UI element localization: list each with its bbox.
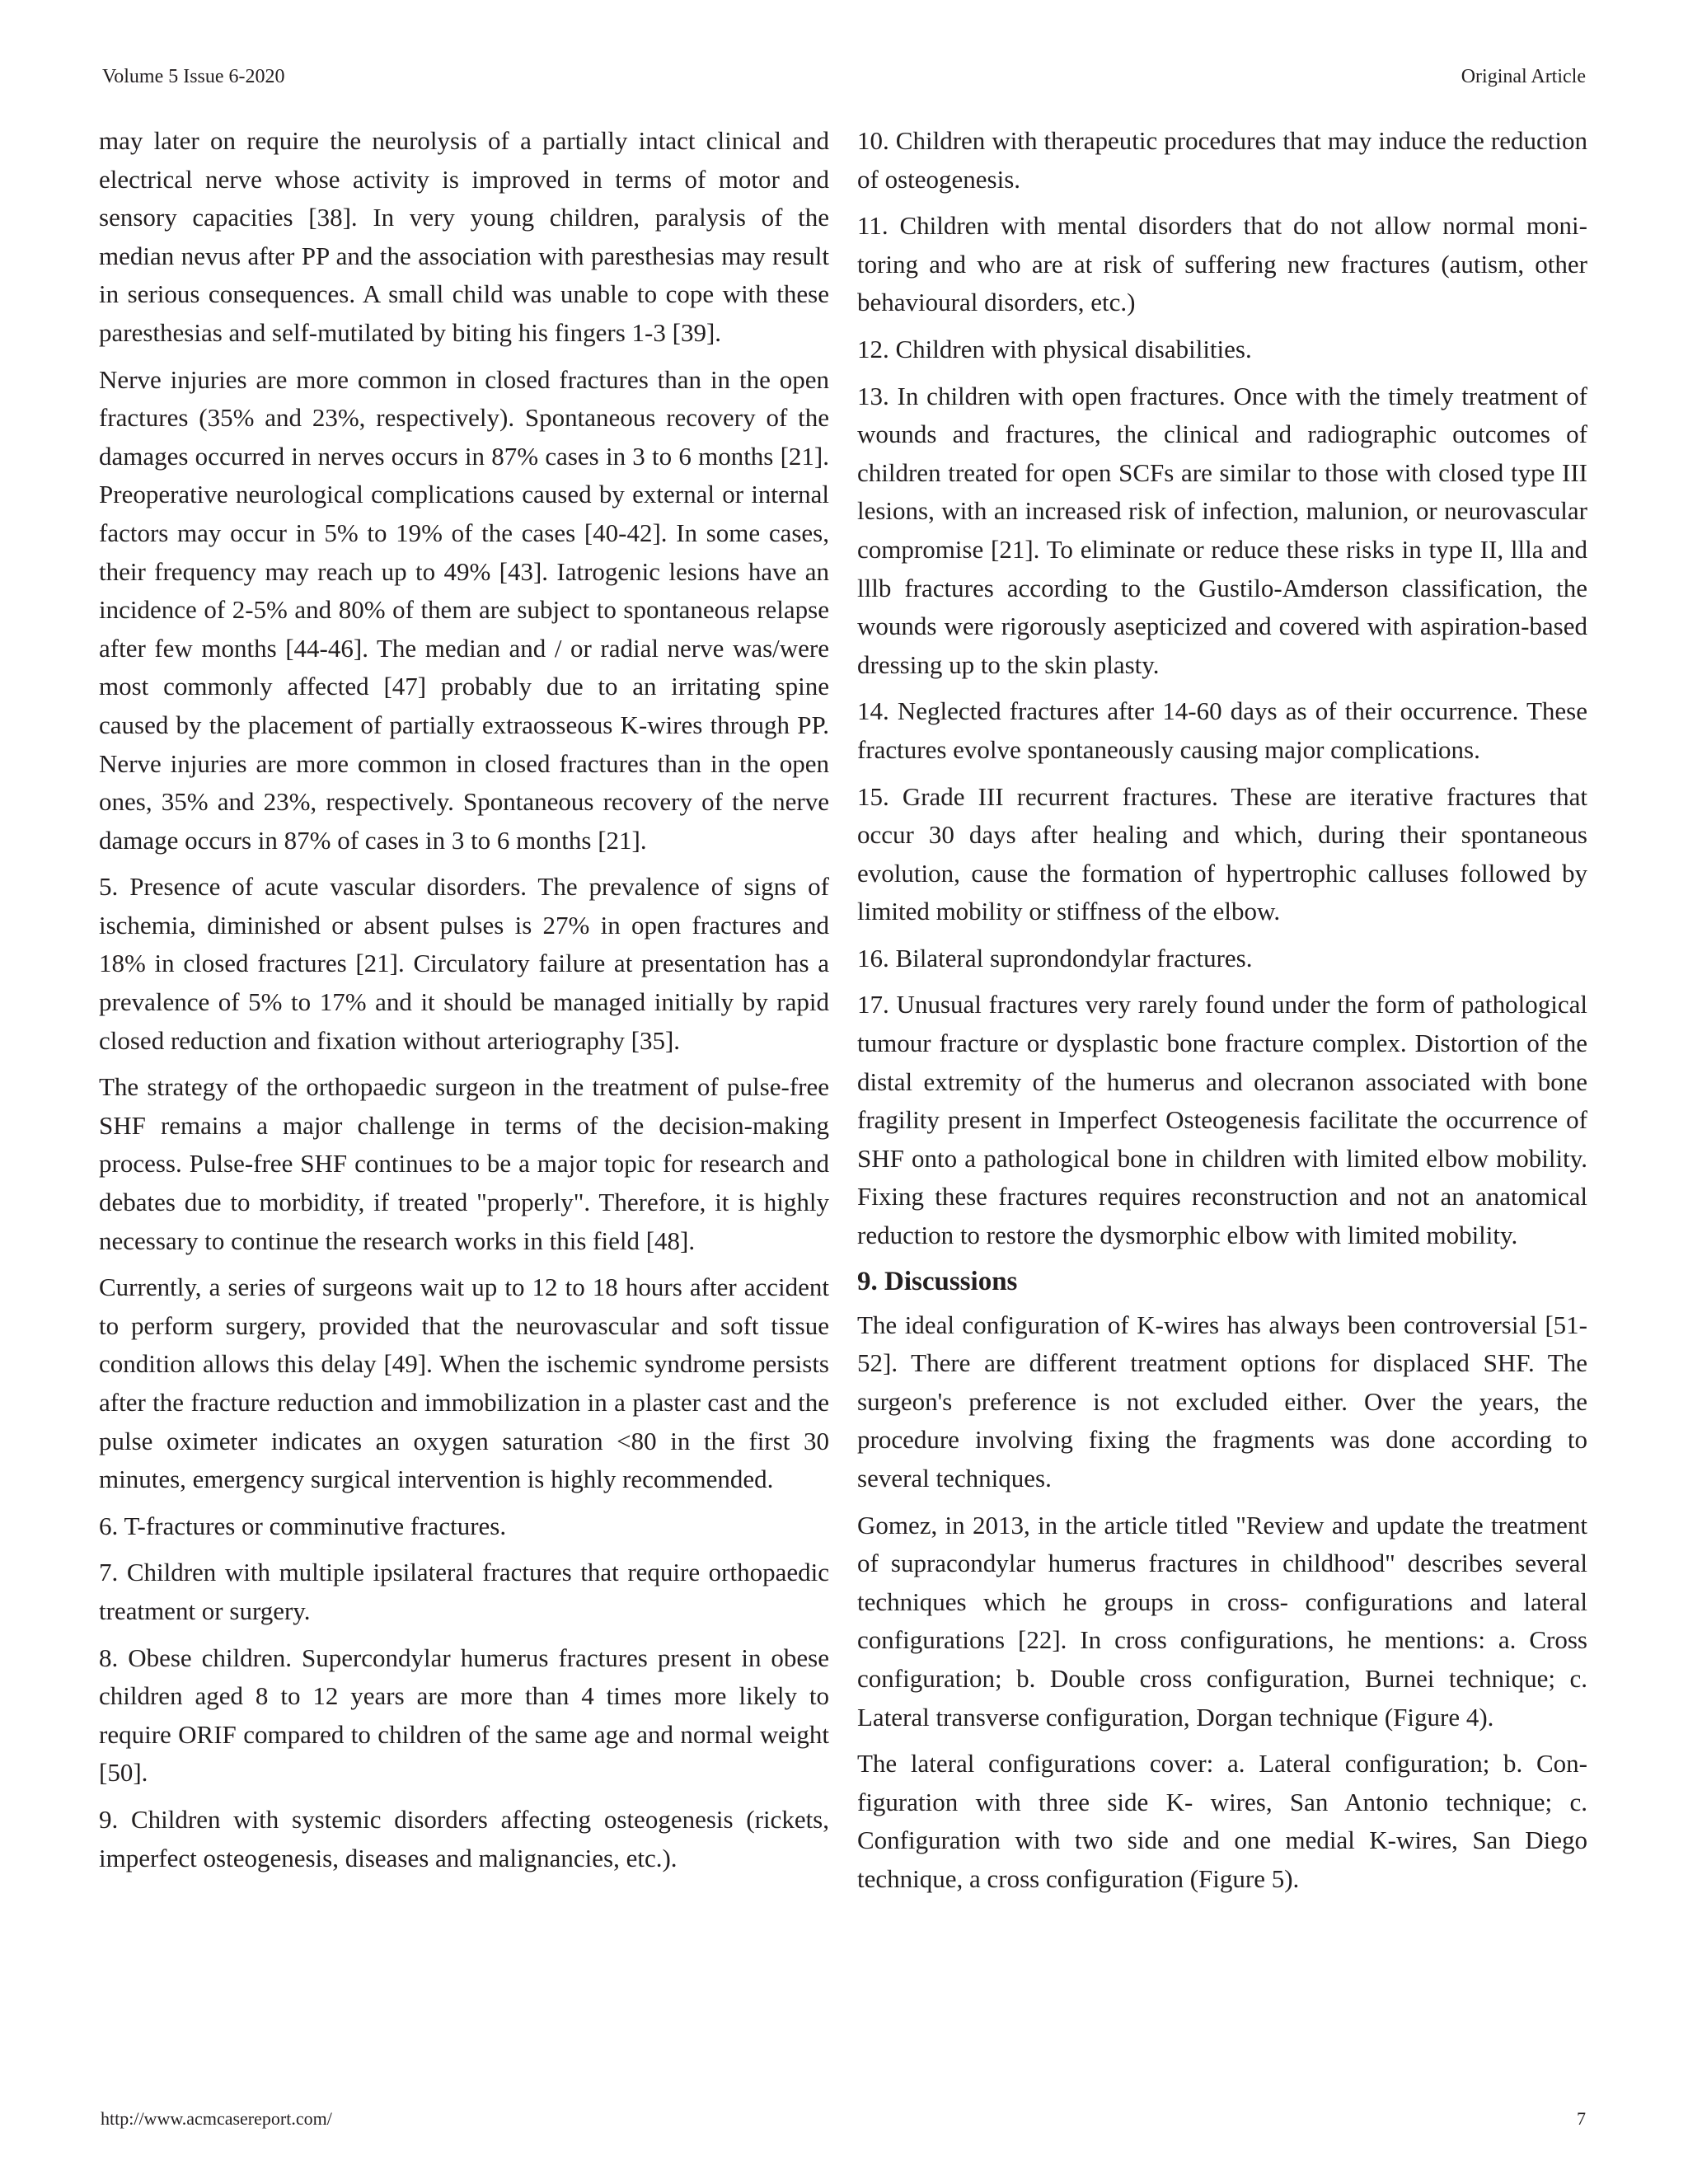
list-item: 11. Children with mental disorders that do not allow normal monitoring and who are at risk of suffering new fractures (autism, other behavioural disorders, etc.) — [857, 211, 1587, 317]
right-column — [857, 122, 1587, 1907]
left-column — [99, 122, 829, 1886]
article-type: Original Article — [1461, 66, 1586, 87]
paragraph: The strategy of the orthopaedic surgeon in the treatment of pulse-free SHF remains a major challenge in terms of the decision-making process. Pulse-free SHF continues to be a major topic for research and debates due to morbidity, if treated "properly". Therefore, it is highly necessary to continue the research works in this field [48]. — [99, 1072, 829, 1255]
list-item: 17. Unusual fractures very rarely found under the form of pathological tumour fracture or dysplastic bone fracture complex. Distortion of the distal extremity of the humerus and olecranon associated with bone fragility present in Imperfect Osteogenesis facilitate the occurrence of SHF onto a pathological bone in children with limited elbow mobility. Fixing these fractures requires reconstruction and not an anatomical reduction to restore the dysmorphic elbow with limited mobility. — [857, 990, 1587, 1250]
section-heading-discussions: 9. Discussions — [857, 1266, 1018, 1296]
list-item: 16. Bilateral suprondondylar fractures. — [857, 943, 1253, 972]
page-number: 7 — [1577, 2108, 1586, 2129]
list-item: 10. Children with therapeutic procedures that may induce the reduction of osteogenesis. — [857, 126, 1587, 194]
list-item: 12. Children with physical disabilities. — [857, 334, 1252, 363]
list-item: 6. T-fractures or comminutive fractures. — [99, 1511, 507, 1540]
paragraph: 5. Presence of acute vascular disorders. The prevalence of signs of ischemia, diminished or absent pulses is 27% in open fractures and 18% in closed fractures [21]. Circulatory failure at presentation has a prevalence of 5% to 17% and it should be managed initially by rapid closed reduction and fixation without arteriography [35]. — [99, 872, 829, 1055]
list-item: 7. Children with multiple ipsilateral fractures that require orthopaedic treatment or surgery. — [99, 1558, 829, 1625]
paragraph: may later on require the neurolysis of a partially intact clinical and electrical nerve whose activity is improved in terms of motor and sensory capacities [38]. In very young children, paralysis of the median nevus after PP and the association with paresthesias may result in serious consequences. A small child was unable to cope with these paresthesias and self-mutilated by biting his fingers 1-3 [39]. — [99, 126, 829, 347]
list-item: 13. In children with open fractures. Once with the timely treatment of wounds and fractures, the clinical and radiographic outcomes of children treated for open SCFs are similar to those with closed type III lesions, with an increased risk of infection, malunion, or neurovascular compromise [21]. To eliminate or reduce these risks in type II, llla and lllb fractures according to the Gustilo-Amderson classification, the wounds were rigorously asepticized and covered with aspiration-based dressing up to the skin plasty. — [857, 381, 1587, 679]
paragraph: The ideal configuration of K-wires has always been controversial [51-52]. There are different treatment options for displaced SHF. The surgeon's preference is not excluded either. Over the years, the procedure involving fixing the fragments was done according to several techniques. — [857, 1310, 1587, 1493]
paragraph: Gomez, in 2013, in the article titled "Review and update the treatment of supracondylar humerus fractures in childhood" describes several techniques which he groups in cross- configurations and lateral configurations [22]. In cross configurations, he mentions: a. Cross configuration; b. Double cross configuration, Burnei technique; c. Lateral transverse configuration, Dorgan technique (Figure 4). — [857, 1510, 1587, 1732]
journal-url: http://www.acmcasereport.com/ — [101, 2108, 332, 2129]
paragraph: The lateral configurations cover: a. Lateral configuration; b. Configuration with three side K- wires, San Antonio technique; c. Configuration with two side and one medial K-wires, San Diego technique, a cross configuration (Figure 5). — [857, 1749, 1587, 1893]
list-item: 8. Obese children. Supercondylar humerus fractures present in obese children aged 8 to 12 years are more than 4 times more likely to require ORIF compared to children of the same age and normal weight [50]. — [99, 1643, 829, 1788]
paragraph: Currently, a series of surgeons wait up to 12 to 18 hours after accident to perform surgery, provided that the neurovascular and soft tissue condition allows this delay [49]. When the ischemic syndrome persists after the fracture reduction and immobilization in a plaster cast and the pulse oximeter indicates an oxygen saturation <80 in the first 30 minutes, emergency surgical intervention is highly recommended. — [99, 1272, 829, 1494]
journal-volume: Volume 5 Issue 6-2020 — [102, 66, 285, 87]
list-item: 14. Neglected fractures after 14-60 days as of their occurrence. These fractures evolve spontaneously causing major complications. — [857, 696, 1587, 764]
paragraph: Nerve injuries are more common in closed fractures than in the open fractures (35% and 23%, respectively). Spontaneous recovery of the damages occurred in nerves occurs in 87% cases in 3 to 6 months [21]. Preoperative neurological complications caused by external or internal factors may occur in 5% to 19% of the cases [40-42]. In some cases, their frequency may reach up to 49% [43]. Iatrogenic lesions have an incidence of 2-5% and 80% of them are subject to spontaneous relapse after few months [44-46]. The median and / or radial nerve was/were most commonly affected [47] probably due to an irritating spine caused by the placement of partially extraosseous K-wires through PP. Nerve injuries are more common in closed fractures than in the open ones, 35% and 23%, respectively. Spontaneous recovery of the nerve damage occurs in 87% of cases in 3 to 6 months [21]. — [99, 364, 829, 855]
list-item: 15. Grade III recurrent fractures. These are iterative fractures that occur 30 days after healing and which, during their spontaneous evolution, cause the formation of hypertrophic calluses followed by limited mobility or stiffness of the elbow. — [857, 781, 1587, 926]
list-item: 9. Children with systemic disorders affecting osteogenesis (rickets, imperfect osteogenesis, diseases and malignancies, etc.). — [99, 1804, 829, 1872]
